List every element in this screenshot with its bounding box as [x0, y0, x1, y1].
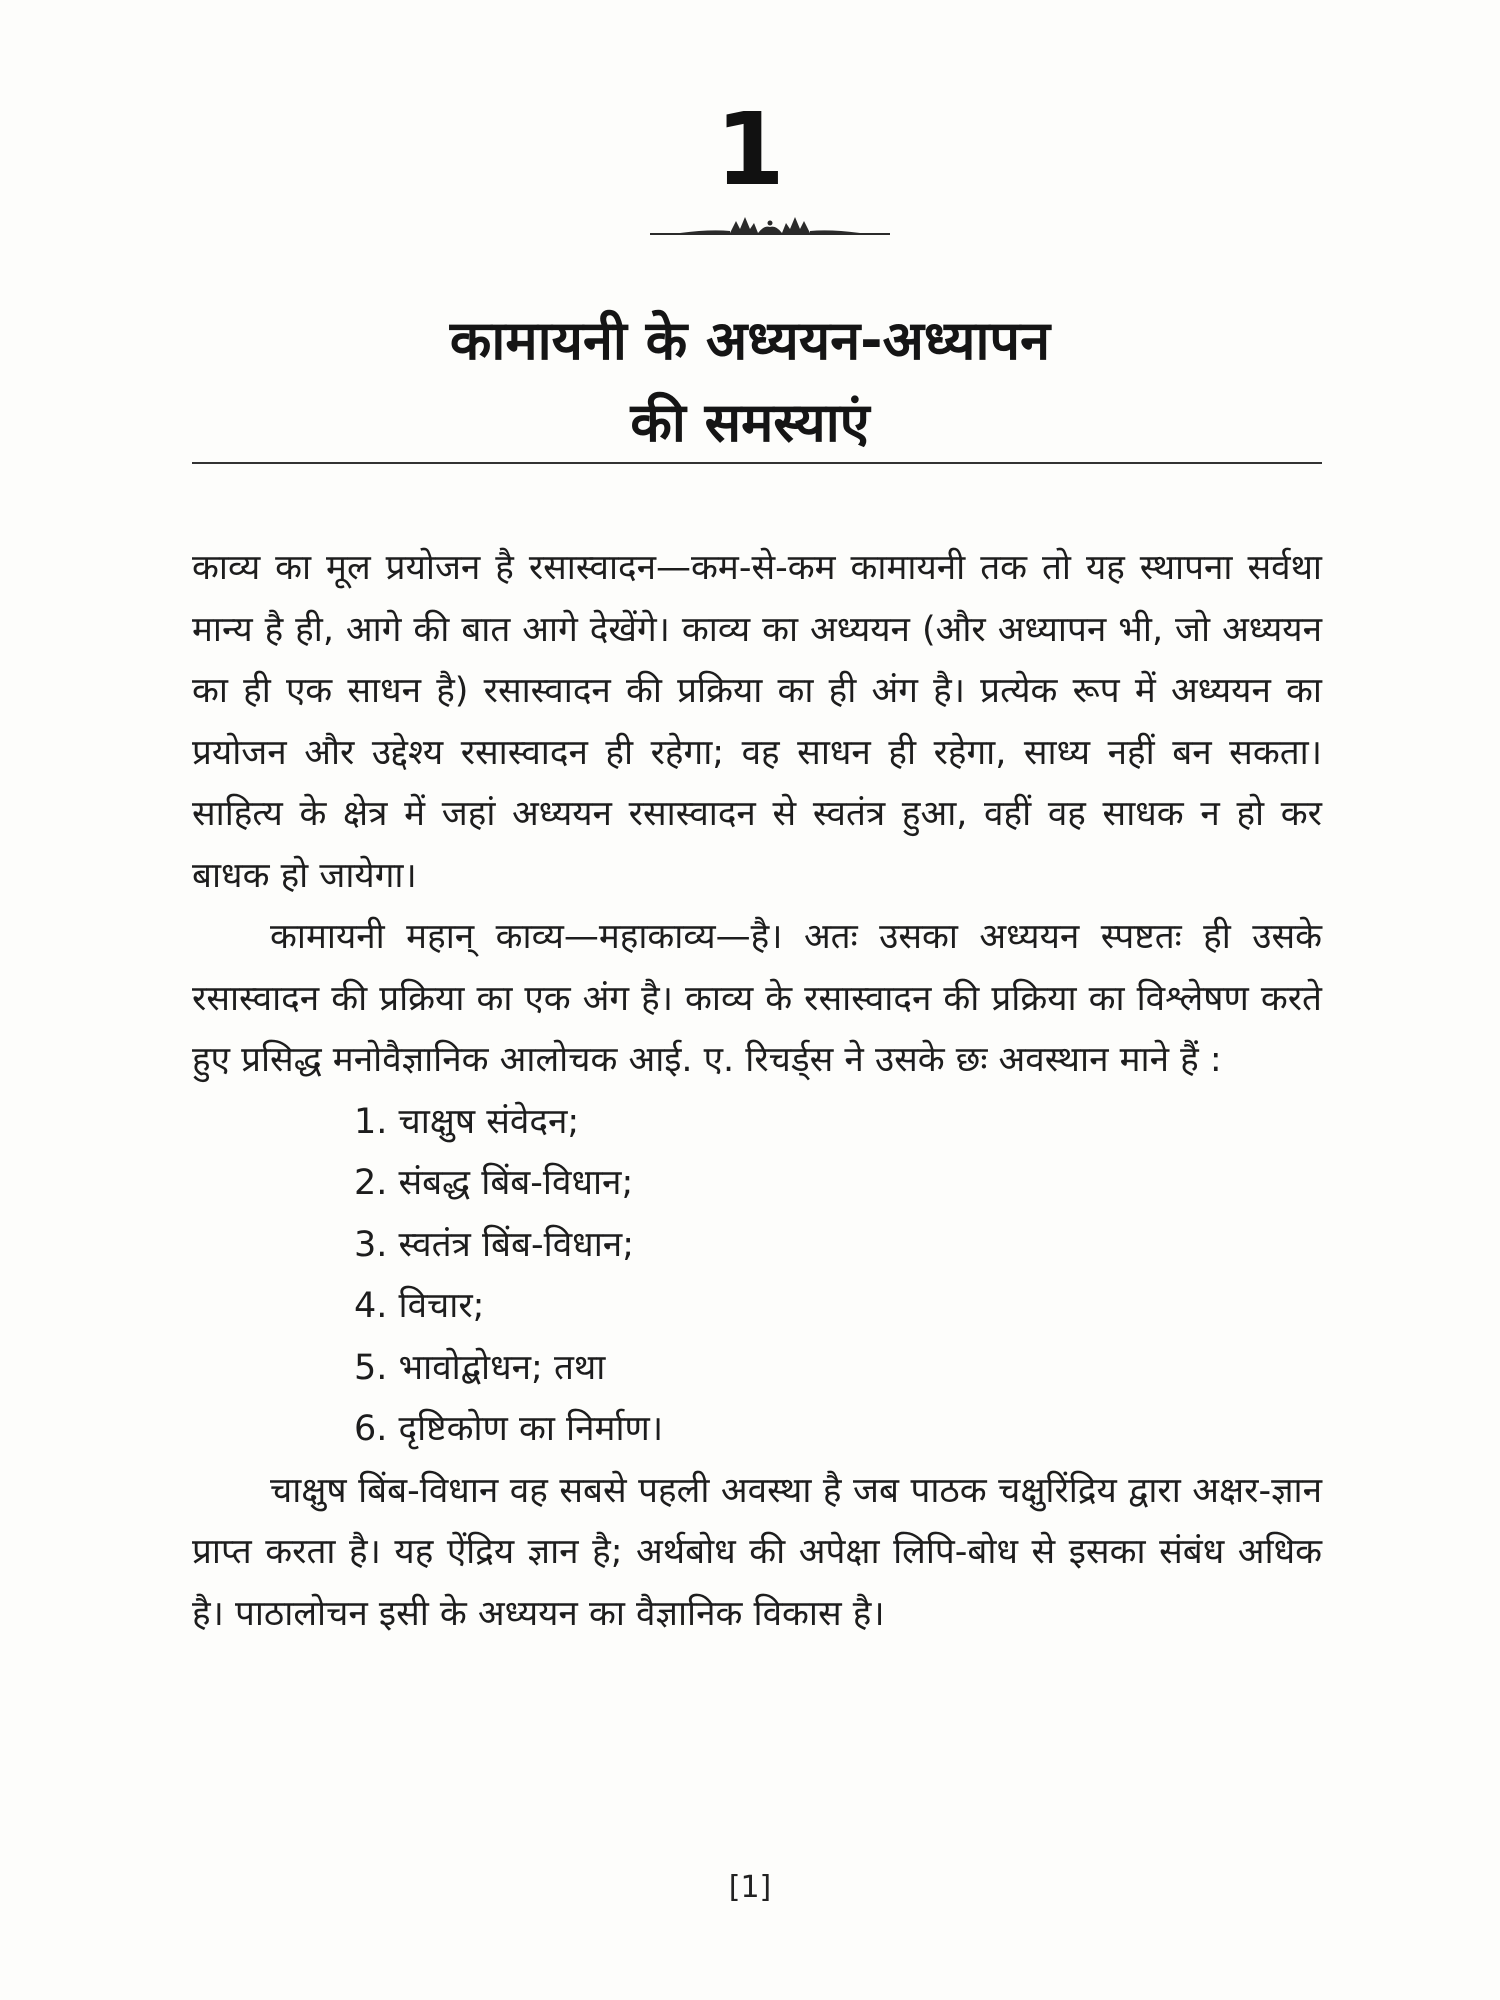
paragraph-3: चाक्षुष बिंब-विधान वह सबसे पहली अवस्था है जब पाठक चक्षुरिंद्रिय द्वारा अक्षर-ज्ञान प्राप्त करता है। यह ऐंद्रिय ज्ञान है; अर्थबोध की अपेक्षा लिपि-बोध से इसका संबंध अधिक है। पाठालोचन इसी के अध्ययन का वैज्ञानिक विकास है। — [192, 1470, 1322, 1634]
ornament-divider-icon — [650, 213, 890, 243]
list-item: 5. भावोद्बोधन; तथा — [354, 1347, 606, 1388]
title-divider — [192, 462, 1322, 464]
list-item: 6. दृष्टिकोण का निर्माण। — [354, 1409, 664, 1449]
chapter-title — [0, 300, 1500, 464]
list-item: 3. स्वतंत्र बिंब-विधान; — [354, 1224, 634, 1265]
paragraph-2: कामायनी महान् काव्य—महाकाव्य—है। अतः उसका अध्ययन स्पष्टतः ही उसके रसास्वादन की प्रक्रिया का एक अंग है। काव्य के रसास्वादन की प्रक्रिया का विश्लेषण करते हुए प्रसिद्ध मनोवैज्ञानिक आलोचक आई. ए. रिचर्ड्स ने उसके छः अवस्थान माने हैं : — [192, 917, 1322, 1080]
paragraph-1: काव्य का मूल प्रयोजन है रसास्वादन—कम-से-कम कामायनी तक तो यह स्थापना सर्वथा मान्य है ही, आगे की बात आगे देखेंगे। काव्य का अध्ययन (और अध्यापन भी, जो अध्ययन का ही एक साधन है) रसास्वादन की प्रक्रिया का ही अंग है। प्रत्येक रूप में अध्ययन का प्रयोजन और उद्देश्य रसास्वादन ही रहेगा; वह साधन ही रहेगा, साध्य नहीं बन सकता। साहित्य के क्षेत्र में जहां अध्ययन रसास्वादन से स्वतंत्र हुआ, वहीं वह साधक न हो कर बाधक हो जायेगा। — [192, 548, 1322, 896]
chapter-number: 1 — [715, 91, 785, 208]
page-number: [1] — [728, 1870, 772, 1905]
chapter-body — [192, 538, 1322, 1645]
list-item: 4. विचार; — [354, 1286, 485, 1326]
chapter-title-line-2: की समस्याएं — [630, 391, 870, 454]
list-item: 2. संबद्ध बिंब-विधान; — [354, 1163, 634, 1203]
list-item: 1. चाक्षुष संवेदन; — [354, 1101, 580, 1142]
chapter-title-line-1: कामायनी के अध्ययन-अध्यापन — [449, 309, 1051, 372]
stages-list — [192, 1092, 1322, 1461]
